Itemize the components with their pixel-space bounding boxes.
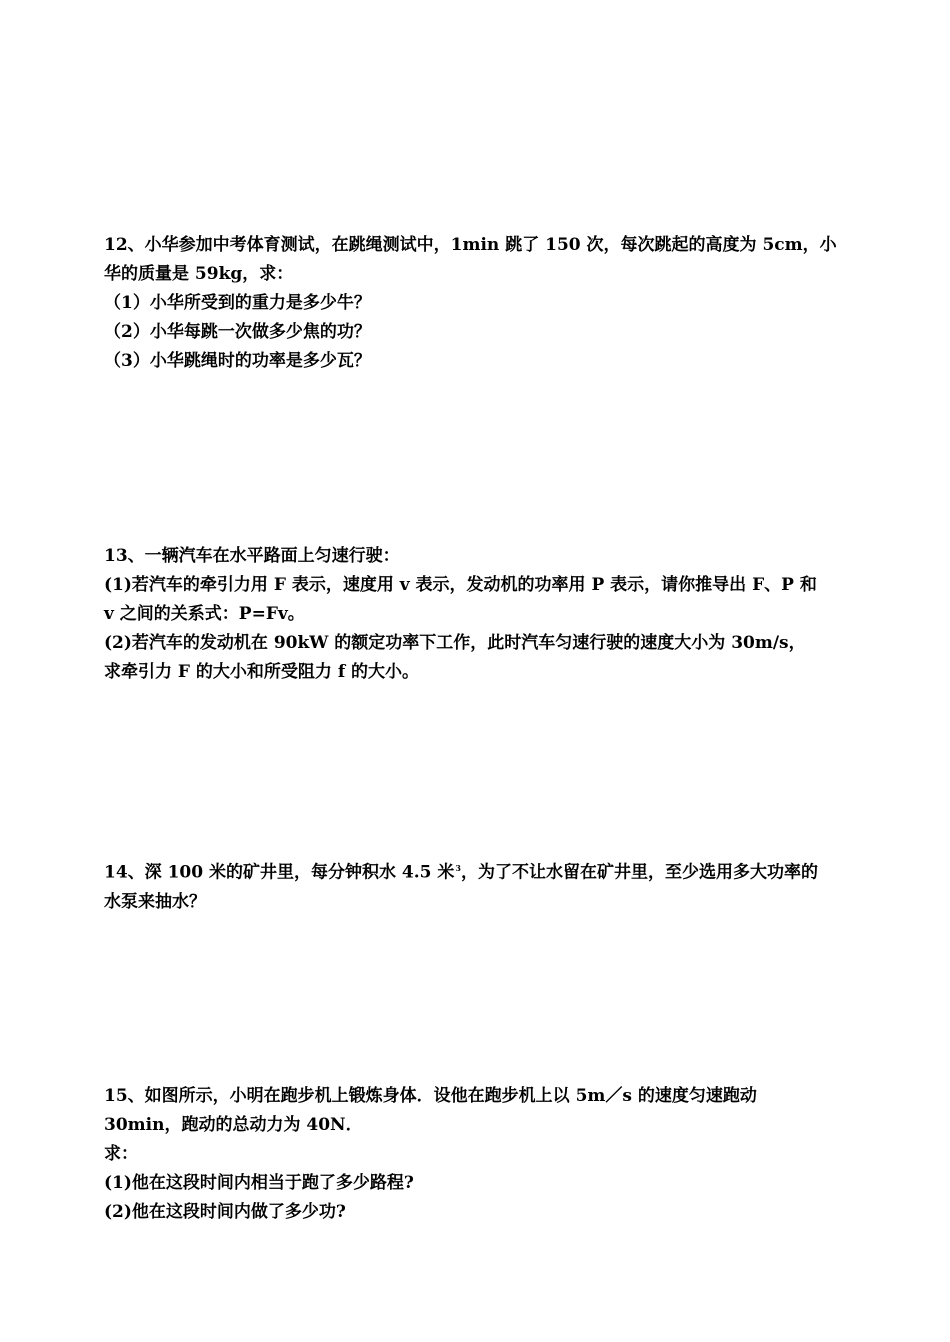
question-15-line-1: 15、如图所示，小明在跑步机上锻炼身体．设他在跑步机上以 5m／s 的速度匀速跑动 bbox=[104, 1086, 757, 1106]
question-15-sub-1: (1)他在这段时间内相当于跑了多少路程? bbox=[104, 1173, 414, 1193]
question-14-line-2: 水泵来抽水？ bbox=[104, 891, 206, 912]
question-15-line-3: 求： bbox=[104, 1144, 138, 1164]
cubic-superscript: 3 bbox=[455, 863, 461, 873]
question-12-sub-3: （3）小华跳绳时的功率是多少瓦？ bbox=[104, 351, 371, 371]
question-14-line-1 bbox=[104, 854, 848, 888]
question-13-line-5: 求牵引力 F 的大小和所受阻力 f 的大小。 bbox=[104, 662, 420, 682]
question-13-line-3: v 之间的关系式：P=Fv。 bbox=[104, 604, 305, 624]
question-15-line-2: 30min，跑动的总动力为 40N． bbox=[104, 1115, 363, 1135]
question-12-sub-1: （1）小华所受到的重力是多少牛？ bbox=[104, 293, 371, 313]
question-14-line-1-end: ，为了不让水留在矿井里，至少选用多大功率的 bbox=[460, 862, 818, 883]
question-13-line-1: 13、一辆汽车在水平路面上匀速行驶： bbox=[104, 546, 400, 566]
question-15-sub-2: (2)他在这段时间内做了多少功? bbox=[104, 1202, 346, 1222]
question-12-line-1: 12、小华参加中考体育测试，在跳绳测试中，1min 跳了 150 次，每次跳起的高度为 5cm，小 bbox=[104, 235, 837, 255]
question-13 bbox=[104, 542, 848, 687]
question-15 bbox=[104, 1082, 848, 1227]
question-13-line-2: (1)若汽车的牵引力用 F 表示，速度用 v 表示，发动机的功率用 P 表示，请你推导出 F、P 和 bbox=[104, 575, 817, 595]
question-14 bbox=[104, 854, 848, 917]
question-12-line-2: 华的质量是 59kg，求： bbox=[104, 264, 294, 284]
question-12 bbox=[104, 231, 848, 376]
question-14-line-1-start: 14、深 100 米的矿井里，每分钟积水 4.5 米 bbox=[104, 862, 455, 883]
question-13-line-4: (2)若汽车的发动机在 90kW 的额定功率下工作，此时汽车匀速行驶的速度大小为 30m/s， bbox=[104, 633, 806, 653]
question-12-sub-2: （2）小华每跳一次做多少焦的功？ bbox=[104, 322, 371, 342]
